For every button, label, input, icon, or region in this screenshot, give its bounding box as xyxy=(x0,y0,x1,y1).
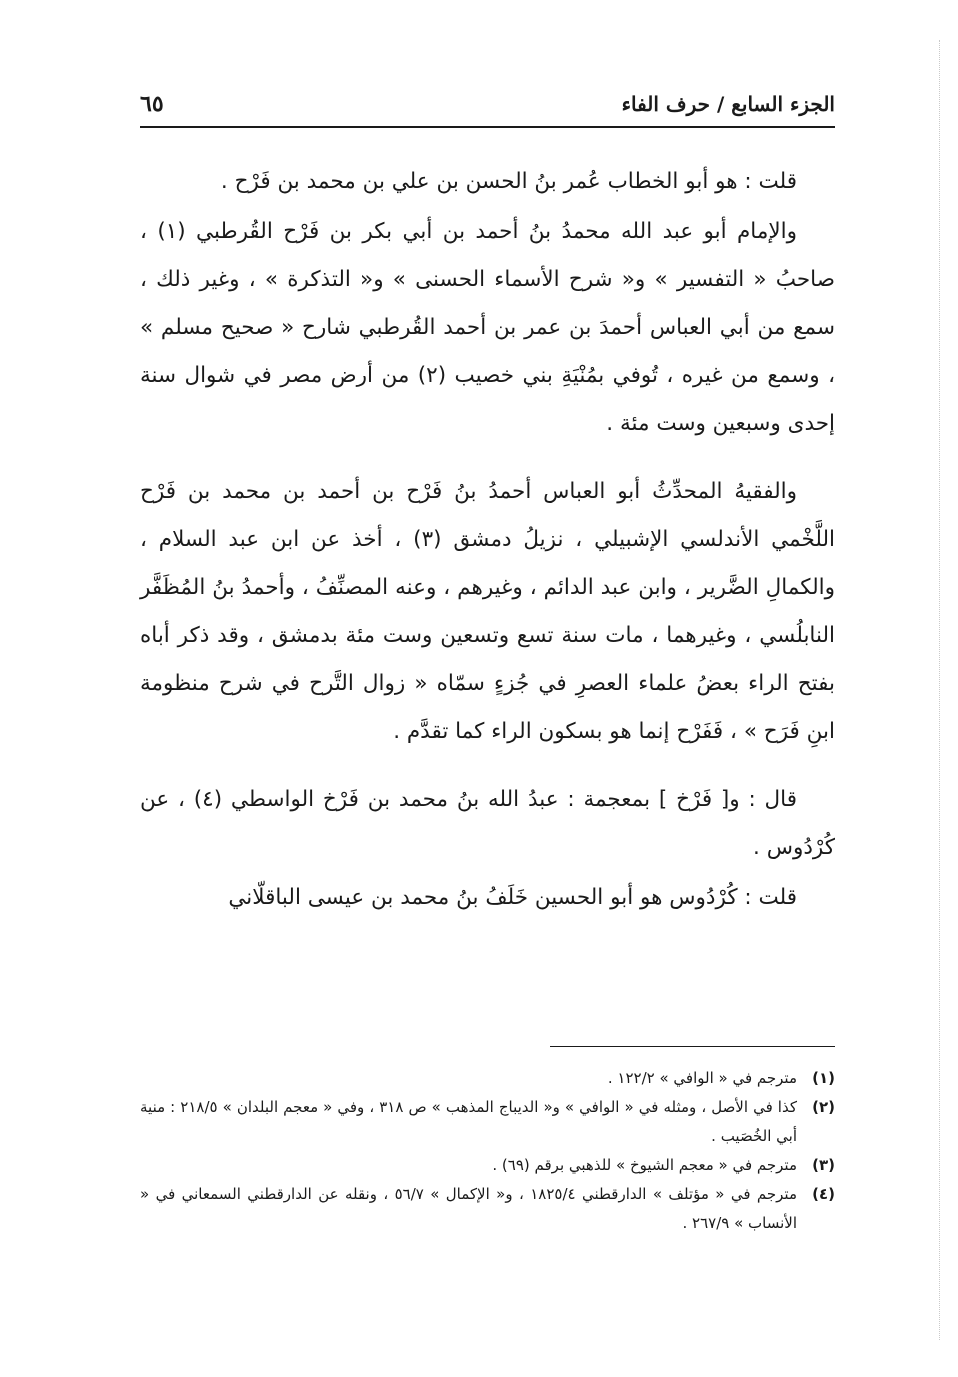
paragraph: والإمام أبو عبد الله محمدُ بنُ أحمد بن أبي بكر بن فَرْح القُرطبي (١) ، صاحبُ « التفسير » و« شرح الأسماء الحسنى » و« التذكرة » ، وغير ذلك ، سمع من أبي العباس أحمدَ بن عمر بن أحمد القُرطبي شارح « صحيح مسلم » ، وسمع من غيره ، تُوفي بمُنْيَةِ بني خصيب (٢) من أرض مصر في شوال سنة إحدى وسبعين وست مئة . xyxy=(140,219,836,436)
footnote xyxy=(140,1151,835,1180)
footnote xyxy=(140,1093,835,1151)
scan-margin-dots xyxy=(937,40,940,1340)
footnote xyxy=(140,1180,835,1238)
main-text xyxy=(140,158,835,922)
footnote-rule xyxy=(550,1046,835,1047)
footnote-text: مترجم في « الوافي » ١٢٢/٢ . xyxy=(607,1069,797,1087)
page-header xyxy=(140,86,835,122)
footnote-number: (١) xyxy=(812,1069,835,1087)
footnote-number: (٣) xyxy=(812,1156,835,1174)
header-rule xyxy=(140,126,835,128)
footnote xyxy=(140,1064,835,1093)
footnote-text: مترجم في « معجم الشيوخ » للذهبي برقم (٦٩) . xyxy=(492,1156,797,1174)
paragraph: قلت : هو أبو الخطاب عُمر بنُ الحسن بن علي بن محمد بن فَرْح . xyxy=(220,169,797,194)
paragraph: والفقيهُ المحدِّثُ أبو العباس أحمدُ بنُ فَرْح بن أحمد بن محمد بن فَرْح اللَّخْمي الأندلسي الإشبيلي ، نزيلُ دمشق (٣) ، أخذ عن ابن عبد السلام ، والكمالِ الضَّرير ، وابن عبد الدائم ، وغيرهم ، وعنه المصنِّفُ ، وأحمدُ بنُ المُظَفَّر النابلُسي ، وغيرهما ، مات سنة تسع وتسعين وست مئة بدمشق ، وقد ذكر أباه بفتح الراء بعضُ علماء العصرِ في جُزءٍ سمّاه « زوال التَّرح في شرح منظومة ابنِ فَرَح » ، فَفَرْح إنما هو بسكون الراء كما تقدَّم . xyxy=(140,479,836,744)
footnote-text: كذا في الأصل ، ومثله في « الوافي » و« الديباج المذهب » ص ٣١٨ ، وفي « معجم البلدان » ٢١٨/٥ : منية أبي الخُصَيب . xyxy=(140,1098,797,1145)
footnote-text: مترجم في « مؤتلف » الدارقطني ١٨٢٥/٤ ، و« الإكمال » ٥٦/٧ ، ونقله عن الدارقطني السمعاني في « الأنساب » ٢٦٧/٩ . xyxy=(140,1185,797,1232)
footnote-number: (٤) xyxy=(812,1185,835,1203)
paragraph: قال : و[ فَرْخ ] بمعجمة : عبدُ الله بنُ محمد بن فَرْخ الواسطي (٤) ، عن كُرْدُوس . xyxy=(140,787,835,860)
page-number: ٦٥ xyxy=(140,91,164,117)
running-head: الجزء السابع / حرف الفاء xyxy=(621,92,835,116)
paragraph: قلت : كُرْدُوس هو أبو الحسين خَلَفُ بنُ محمد بن عيسى الباقلّاني xyxy=(228,885,797,910)
footnotes xyxy=(140,1064,835,1238)
footnote-number: (٢) xyxy=(812,1098,835,1116)
